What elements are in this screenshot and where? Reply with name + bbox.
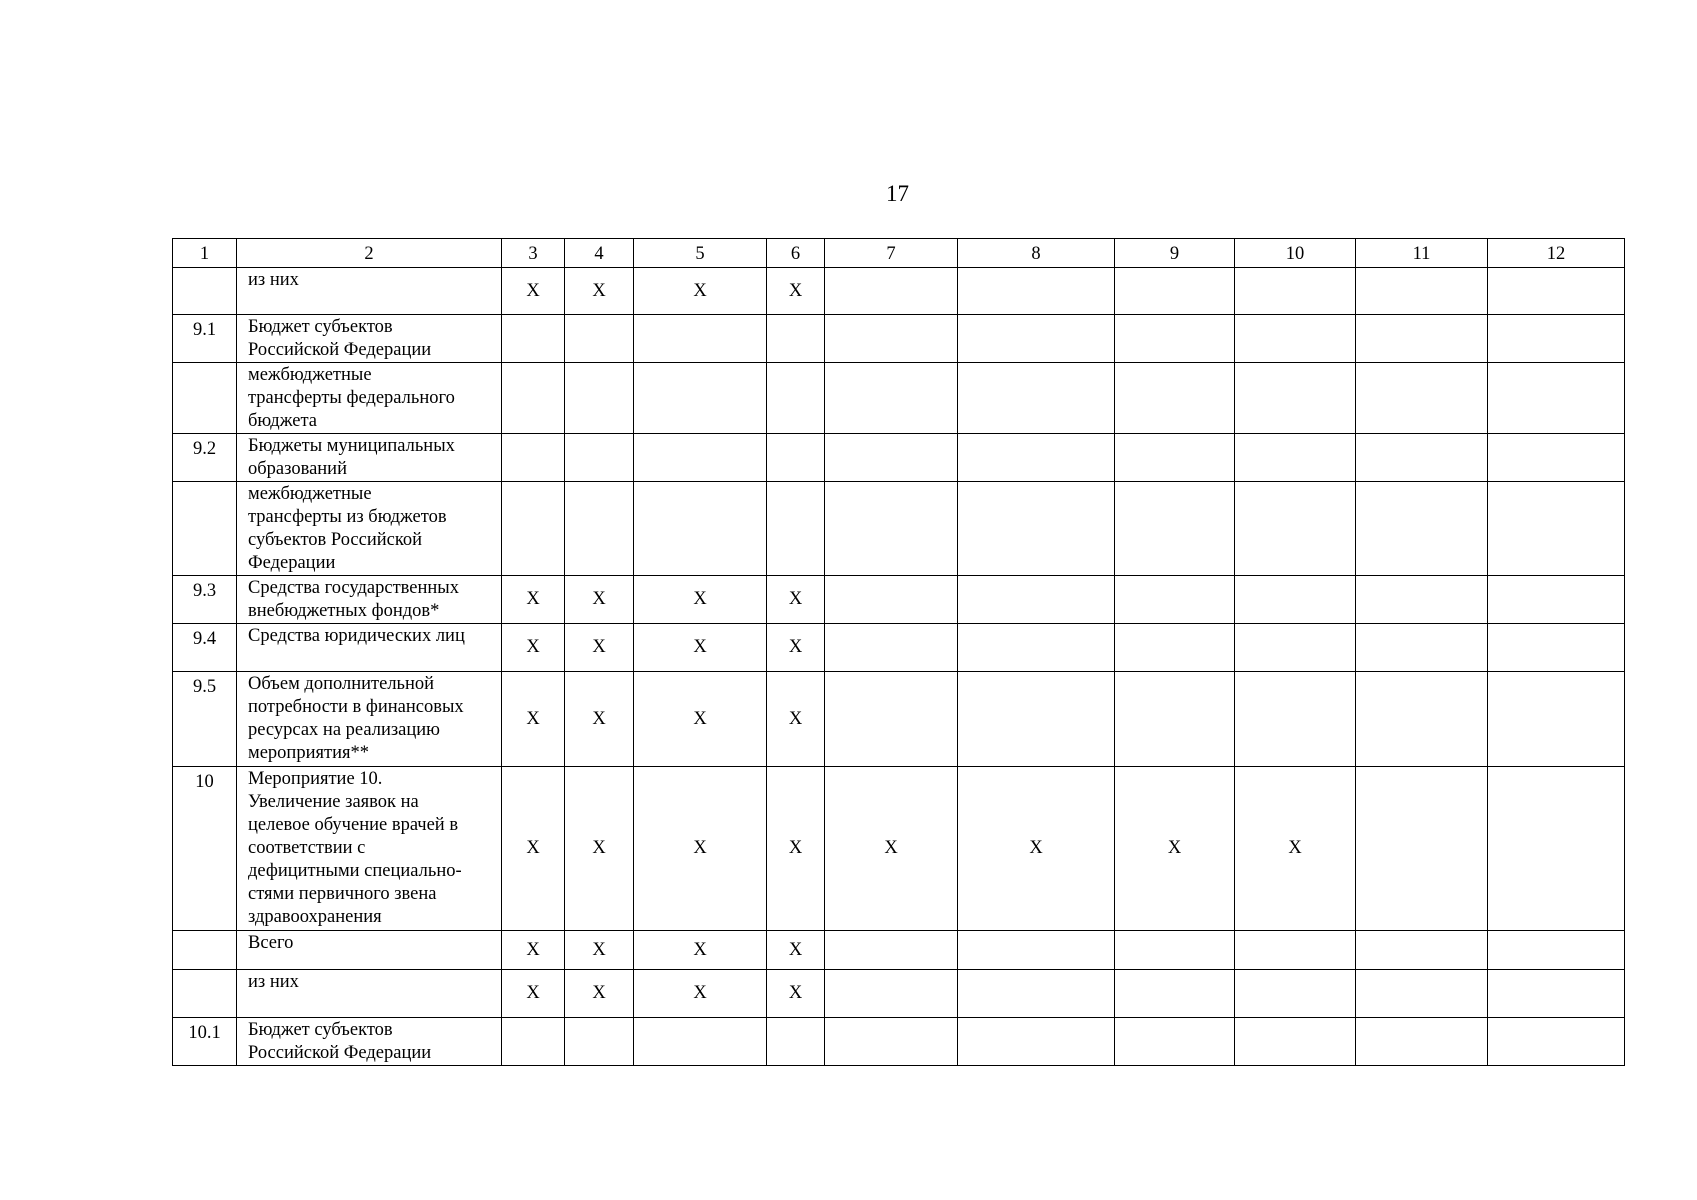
row-number: 9.1	[173, 315, 237, 363]
value-cell-col-9	[1115, 576, 1235, 624]
value-cell-col-6: X	[767, 268, 825, 315]
value-cell-col-10	[1235, 970, 1356, 1018]
value-cell-col-5	[634, 315, 767, 363]
column-header-10: 10	[1235, 239, 1356, 268]
value-cell-col-3: X	[502, 970, 565, 1018]
value-cell-col-4: X	[565, 767, 634, 931]
row-number: 9.2	[173, 434, 237, 482]
value-cell-col-9	[1115, 434, 1235, 482]
value-cell-col-4: X	[565, 931, 634, 970]
value-cell-col-5: X	[634, 767, 767, 931]
value-cell-col-10	[1235, 624, 1356, 672]
value-cell-col-7	[825, 482, 958, 576]
value-cell-col-9	[1115, 624, 1235, 672]
table-row	[173, 434, 1625, 482]
column-header-1: 1	[173, 239, 237, 268]
value-cell-col-12	[1488, 624, 1625, 672]
value-cell-col-8	[958, 931, 1115, 970]
value-cell-col-3: X	[502, 931, 565, 970]
financing-table	[172, 238, 1625, 1066]
row-name: Средства юридических лиц	[237, 624, 502, 672]
value-cell-col-7	[825, 434, 958, 482]
row-name: Бюджет субъектов Российской Федерации	[237, 315, 502, 363]
value-cell-col-6: X	[767, 624, 825, 672]
row-name: Средства государственных внебюджетных фондов*	[237, 576, 502, 624]
value-cell-col-12	[1488, 315, 1625, 363]
value-cell-col-8	[958, 970, 1115, 1018]
value-cell-col-4: X	[565, 576, 634, 624]
row-name: Объем дополнительной потребности в финансовых ресурсах на реализацию мероприятия**	[237, 672, 502, 767]
value-cell-col-10	[1235, 482, 1356, 576]
value-cell-col-5: X	[634, 970, 767, 1018]
value-cell-col-3: X	[502, 268, 565, 315]
value-cell-col-12	[1488, 434, 1625, 482]
column-header-5: 5	[634, 239, 767, 268]
table-row	[173, 767, 1625, 931]
value-cell-col-4	[565, 315, 634, 363]
value-cell-col-6: X	[767, 672, 825, 767]
value-cell-col-10	[1235, 363, 1356, 434]
page-number: 17	[886, 181, 909, 206]
table-row	[173, 268, 1625, 315]
table-row	[173, 315, 1625, 363]
value-cell-col-9	[1115, 482, 1235, 576]
row-number	[173, 970, 237, 1018]
value-cell-col-11	[1356, 624, 1488, 672]
value-cell-col-7	[825, 970, 958, 1018]
value-cell-col-12	[1488, 576, 1625, 624]
value-cell-col-8	[958, 315, 1115, 363]
value-cell-col-7	[825, 1018, 958, 1066]
value-cell-col-5	[634, 1018, 767, 1066]
row-number: 9.5	[173, 672, 237, 767]
value-cell-col-6	[767, 363, 825, 434]
value-cell-col-3: X	[502, 576, 565, 624]
value-cell-col-4	[565, 434, 634, 482]
value-cell-col-5: X	[634, 268, 767, 315]
table-row	[173, 482, 1625, 576]
table-row	[173, 363, 1625, 434]
value-cell-col-8	[958, 434, 1115, 482]
value-cell-col-7	[825, 624, 958, 672]
value-cell-col-3	[502, 482, 565, 576]
value-cell-col-8	[958, 268, 1115, 315]
value-cell-col-10	[1235, 268, 1356, 315]
value-cell-col-7	[825, 315, 958, 363]
row-name: Мероприятие 10. Увеличение заявок на целевое обучение врачей в соответствии с дефицитными специально- стями первичного звена здравоохранения	[237, 767, 502, 931]
value-cell-col-5	[634, 363, 767, 434]
value-cell-col-8	[958, 624, 1115, 672]
value-cell-col-7	[825, 672, 958, 767]
value-cell-col-10: X	[1235, 767, 1356, 931]
value-cell-col-8	[958, 482, 1115, 576]
value-cell-col-11	[1356, 363, 1488, 434]
row-number	[173, 482, 237, 576]
table-row	[173, 1018, 1625, 1066]
value-cell-col-6: X	[767, 767, 825, 931]
value-cell-col-9	[1115, 1018, 1235, 1066]
value-cell-col-4: X	[565, 970, 634, 1018]
value-cell-col-6	[767, 1018, 825, 1066]
value-cell-col-4: X	[565, 268, 634, 315]
value-cell-col-10	[1235, 1018, 1356, 1066]
column-header-4: 4	[565, 239, 634, 268]
header-row	[173, 239, 1625, 268]
value-cell-col-8	[958, 1018, 1115, 1066]
value-cell-col-3	[502, 434, 565, 482]
value-cell-col-4	[565, 1018, 634, 1066]
row-name: межбюджетные трансферты федерального бюджета	[237, 363, 502, 434]
value-cell-col-11	[1356, 931, 1488, 970]
value-cell-col-7: X	[825, 767, 958, 931]
value-cell-col-10	[1235, 576, 1356, 624]
value-cell-col-4	[565, 363, 634, 434]
value-cell-col-11	[1356, 576, 1488, 624]
value-cell-col-3: X	[502, 767, 565, 931]
row-name: из них	[237, 970, 502, 1018]
table-row	[173, 576, 1625, 624]
value-cell-col-9	[1115, 315, 1235, 363]
value-cell-col-5: X	[634, 576, 767, 624]
value-cell-col-12	[1488, 268, 1625, 315]
value-cell-col-7	[825, 931, 958, 970]
value-cell-col-7	[825, 363, 958, 434]
value-cell-col-4: X	[565, 672, 634, 767]
row-number	[173, 268, 237, 315]
column-header-11: 11	[1356, 239, 1488, 268]
value-cell-col-9: X	[1115, 767, 1235, 931]
row-number: 10.1	[173, 1018, 237, 1066]
value-cell-col-10	[1235, 672, 1356, 767]
value-cell-col-5: X	[634, 931, 767, 970]
row-number: 9.4	[173, 624, 237, 672]
column-header-12: 12	[1488, 239, 1625, 268]
value-cell-col-8	[958, 576, 1115, 624]
value-cell-col-8: X	[958, 767, 1115, 931]
value-cell-col-3	[502, 315, 565, 363]
row-number	[173, 363, 237, 434]
value-cell-col-3: X	[502, 624, 565, 672]
column-header-6: 6	[767, 239, 825, 268]
value-cell-col-10	[1235, 434, 1356, 482]
value-cell-col-11	[1356, 672, 1488, 767]
value-cell-col-5	[634, 434, 767, 482]
value-cell-col-9	[1115, 672, 1235, 767]
value-cell-col-6: X	[767, 970, 825, 1018]
value-cell-col-6: X	[767, 576, 825, 624]
table-row	[173, 624, 1625, 672]
row-number	[173, 931, 237, 970]
value-cell-col-11	[1356, 315, 1488, 363]
row-name: Бюджет субъектов Российской Федерации	[237, 1018, 502, 1066]
value-cell-col-11	[1356, 1018, 1488, 1066]
column-header-7: 7	[825, 239, 958, 268]
value-cell-col-9	[1115, 268, 1235, 315]
value-cell-col-3	[502, 1018, 565, 1066]
value-cell-col-11	[1356, 434, 1488, 482]
value-cell-col-10	[1235, 931, 1356, 970]
value-cell-col-12	[1488, 1018, 1625, 1066]
value-cell-col-11	[1356, 970, 1488, 1018]
value-cell-col-5: X	[634, 624, 767, 672]
column-header-3: 3	[502, 239, 565, 268]
value-cell-col-12	[1488, 970, 1625, 1018]
value-cell-col-12	[1488, 482, 1625, 576]
value-cell-col-11	[1356, 268, 1488, 315]
value-cell-col-10	[1235, 315, 1356, 363]
row-number: 9.3	[173, 576, 237, 624]
row-name: Всего	[237, 931, 502, 970]
value-cell-col-11	[1356, 482, 1488, 576]
value-cell-col-6	[767, 434, 825, 482]
value-cell-col-7	[825, 576, 958, 624]
row-name: межбюджетные трансферты из бюджетов субъектов Российской Федерации	[237, 482, 502, 576]
value-cell-col-11	[1356, 767, 1488, 931]
value-cell-col-5: X	[634, 672, 767, 767]
value-cell-col-4: X	[565, 624, 634, 672]
value-cell-col-8	[958, 363, 1115, 434]
value-cell-col-9	[1115, 363, 1235, 434]
value-cell-col-3: X	[502, 672, 565, 767]
value-cell-col-3	[502, 363, 565, 434]
value-cell-col-9	[1115, 970, 1235, 1018]
value-cell-col-5	[634, 482, 767, 576]
value-cell-col-9	[1115, 931, 1235, 970]
table-row	[173, 970, 1625, 1018]
value-cell-col-12	[1488, 767, 1625, 931]
column-header-9: 9	[1115, 239, 1235, 268]
value-cell-col-6	[767, 482, 825, 576]
row-number: 10	[173, 767, 237, 931]
value-cell-col-7	[825, 268, 958, 315]
row-name: Бюджеты муниципальных образований	[237, 434, 502, 482]
value-cell-col-12	[1488, 931, 1625, 970]
value-cell-col-6	[767, 315, 825, 363]
value-cell-col-6: X	[767, 931, 825, 970]
table-row	[173, 931, 1625, 970]
value-cell-col-12	[1488, 363, 1625, 434]
value-cell-col-12	[1488, 672, 1625, 767]
value-cell-col-8	[958, 672, 1115, 767]
row-name: из них	[237, 268, 502, 315]
value-cell-col-4	[565, 482, 634, 576]
column-header-2: 2	[237, 239, 502, 268]
column-header-8: 8	[958, 239, 1115, 268]
table-row	[173, 672, 1625, 767]
